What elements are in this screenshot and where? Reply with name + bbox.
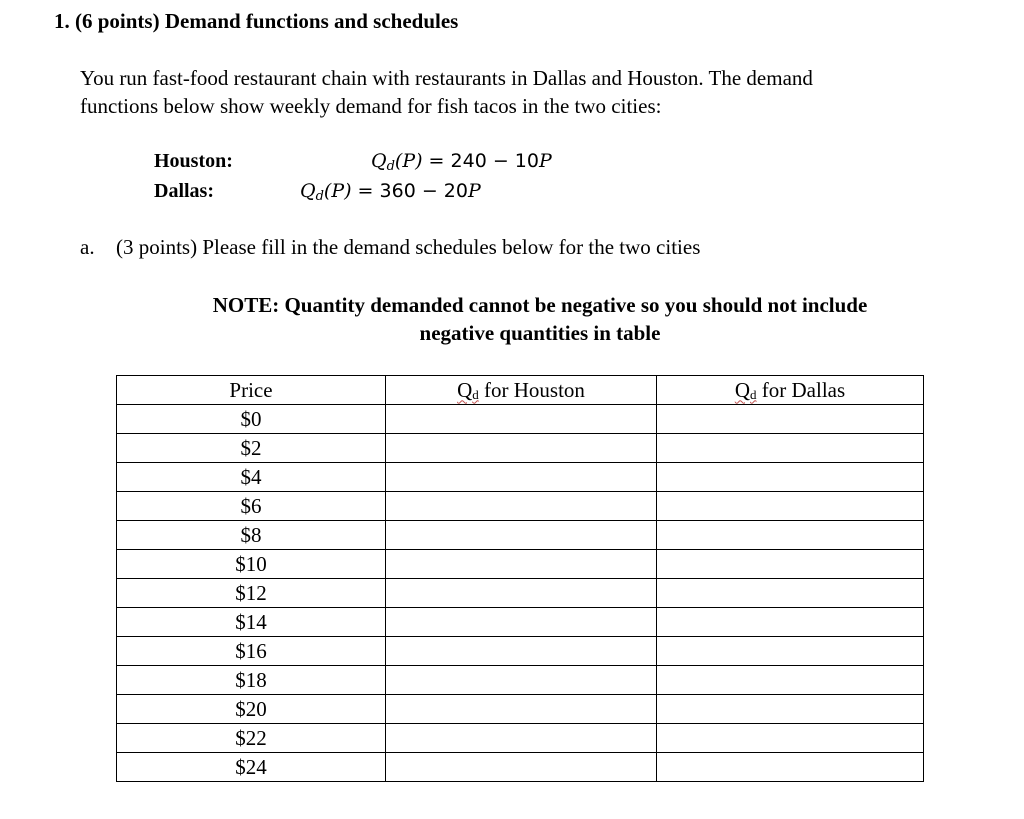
price-cell: $22 [117,724,386,753]
table-row [117,492,924,521]
price-cell: $2 [117,434,386,463]
houston-intercept: 240 [450,150,487,172]
houston-qd-cell[interactable] [386,637,657,666]
houston-equals: = [422,150,451,172]
houston-label: Houston: [154,150,233,172]
dallas-qd-cell[interactable] [657,695,924,724]
part-a-text: (3 points) Please fill in the demand schedules below for the two cities [116,235,701,259]
table-row [117,695,924,724]
houston-qd-cell[interactable] [386,753,657,782]
part-a-marker: a. [80,235,95,259]
houston-qd-cell[interactable] [386,463,657,492]
question-heading: 1. (6 points) Demand functions and schedules [54,9,459,33]
price-cell: $14 [117,608,386,637]
table-row [117,753,924,782]
note-line-1: NOTE: Quantity demanded cannot be negative so you should not include [212,293,868,317]
dallas-arg: (P) [323,180,352,202]
dallas-qd-cell[interactable] [657,666,924,695]
dallas-demand-formula [300,180,481,204]
price-cell: $0 [117,405,386,434]
dallas-equals: = [351,180,380,202]
table-row [117,666,924,695]
dallas-qd-cell[interactable] [657,463,924,492]
houston-qd-cell[interactable] [386,405,657,434]
dallas-qd-cell[interactable] [657,753,924,782]
table-header-row [117,376,924,405]
price-cell: $12 [117,579,386,608]
price-cell: $8 [117,521,386,550]
price-cell: $20 [117,695,386,724]
dallas-q-symbol: Q [300,180,316,202]
houston-qd-symbol: $Q_d$ [457,377,479,402]
houston-qd-cell[interactable] [386,724,657,753]
table-row [117,550,924,579]
dallas-slope: 20 [443,180,468,202]
price-header: Price [117,376,386,405]
dallas-minus: − [415,180,444,202]
dallas-qd-cell[interactable] [657,492,924,521]
price-cell: $4 [117,463,386,492]
houston-qd-cell[interactable] [386,521,657,550]
question-intro [80,64,980,120]
dallas-qd-cell[interactable] [657,405,924,434]
price-cell: $24 [117,753,386,782]
houston-slope: 10 [514,150,539,172]
dallas-qd-header: $Q_d$ for Dallas [657,376,924,405]
table-row [117,579,924,608]
dallas-intercept: 360 [379,180,416,202]
dallas-qd-cell[interactable] [657,521,924,550]
dallas-qd-cell[interactable] [657,637,924,666]
houston-qd-cell[interactable] [386,492,657,521]
intro-line-1: You run fast-food restaurant chain with restaurants in Dallas and Houston. The demand [80,66,813,90]
note [130,291,950,347]
demand-schedule-table [116,375,924,782]
dallas-label: Dallas: [154,180,214,202]
dallas-qd-cell[interactable] [657,608,924,637]
houston-qd-cell[interactable] [386,550,657,579]
price-cell: $10 [117,550,386,579]
houston-minus: − [486,150,515,172]
price-cell: $18 [117,666,386,695]
dallas-qd-cell[interactable] [657,434,924,463]
price-cell: $16 [117,637,386,666]
houston-qd-cell[interactable] [386,695,657,724]
note-line-2: negative quantities in table [419,321,661,345]
table-row [117,405,924,434]
table-row [117,608,924,637]
table-row [117,724,924,753]
dallas-qd-symbol: $Q_d$ [734,377,757,402]
houston-qd-cell[interactable] [386,666,657,695]
table-row [117,434,924,463]
houston-qd-cell[interactable] [386,434,657,463]
houston-demand-formula [371,150,552,174]
part-a [80,235,700,260]
dallas-p: P [467,180,481,202]
dallas-qd-cell[interactable] [657,724,924,753]
houston-qd-cell[interactable] [386,579,657,608]
dallas-qd-cell[interactable] [657,579,924,608]
intro-line-2: functions below show weekly demand for fish tacos in the two cities: [80,94,662,118]
houston-qd-header: $Q_d$ for Houston [386,376,657,405]
dallas-q-subscript: d [315,189,324,204]
dallas-qd-cell[interactable] [657,550,924,579]
table-row [117,463,924,492]
table-row [117,637,924,666]
table-row [117,521,924,550]
houston-q-subscript: d [386,159,395,174]
houston-q-symbol: Q [371,150,387,172]
price-cell: $6 [117,492,386,521]
houston-arg: (P) [394,150,423,172]
houston-qd-cell[interactable] [386,608,657,637]
houston-p: P [538,150,552,172]
